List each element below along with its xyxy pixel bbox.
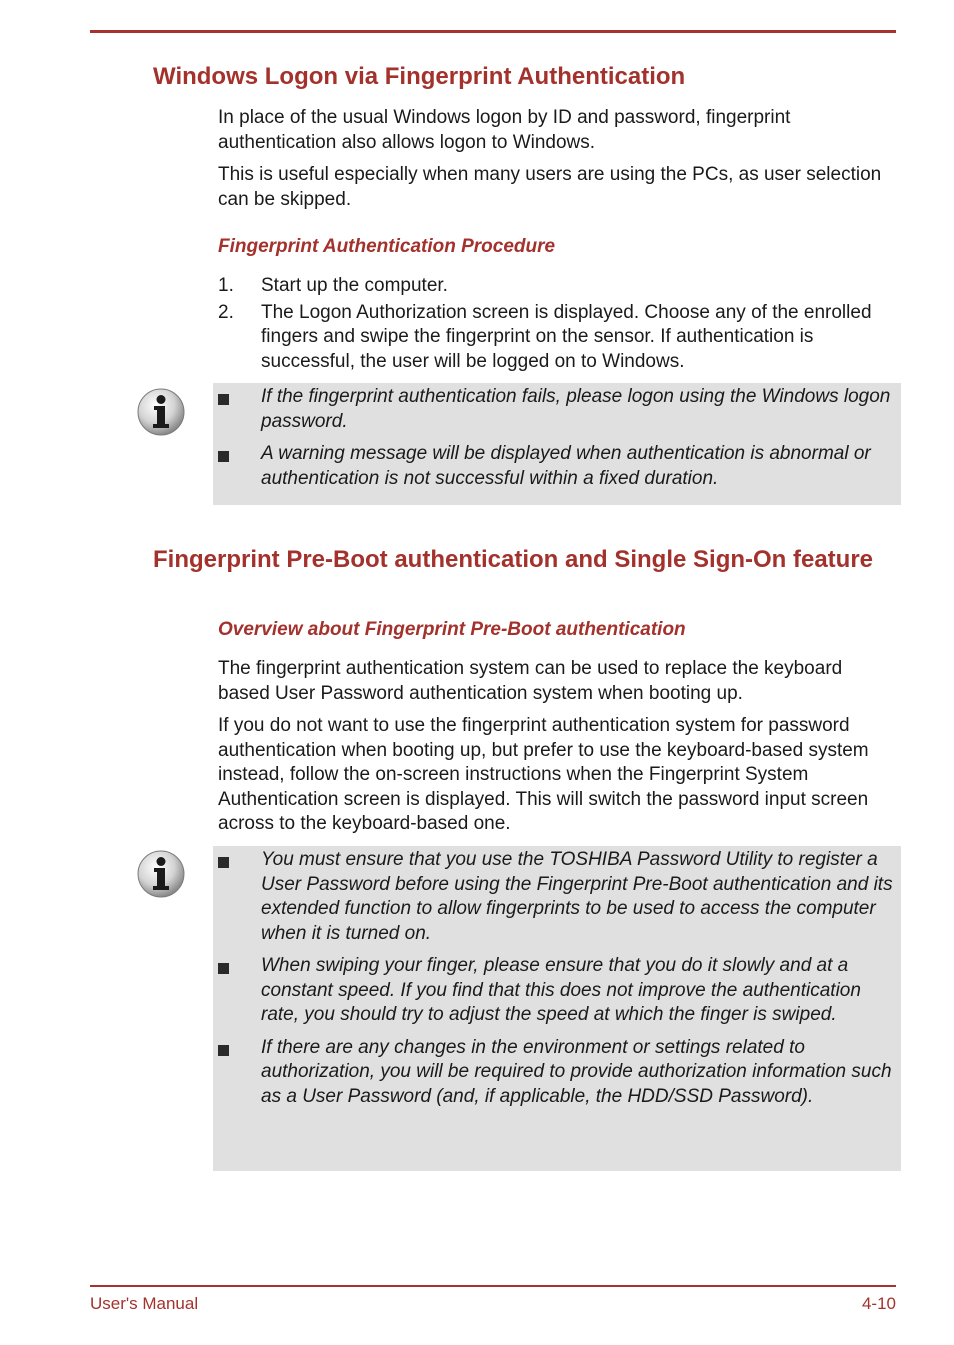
step-text: Start up the computer. <box>261 275 448 296</box>
paragraph: If you do not want to use the fingerprint authentication system for password authentication when booting up, but prefer to use the keyboard-based system instead, follow the on-screen instructions when the Fingerprint System Authentication screen is displayed. This will switch the password input screen across to the keyboard-based one. <box>218 715 869 834</box>
paragraph: In place of the usual Windows logon by ID and password, fingerprint authentication also allows logon to Windows. <box>218 107 791 153</box>
bullet-square-icon <box>218 963 229 974</box>
note-box <box>213 383 901 505</box>
step-text: The Logon Authorization screen is displayed. Choose any of the enrolled fingers and swipe the fingerprint on the sensor. If authentication is successful, the user will be logged on to Windows. <box>261 301 872 372</box>
bullet-square-icon <box>218 394 229 405</box>
note-box <box>213 846 901 1171</box>
note-item <box>213 954 893 1028</box>
info-icon <box>136 387 186 437</box>
section-heading-preboot: Fingerprint Pre-Boot authentication and Single Sign-On feature <box>153 546 874 573</box>
header-rule <box>90 30 896 33</box>
note-text: A warning message will be displayed when authentication is abnormal or authentication is not successful within a fixed duration. <box>261 443 871 489</box>
procedure-steps <box>218 274 898 376</box>
bullet-square-icon <box>218 451 229 462</box>
footer-rule <box>90 1285 896 1287</box>
note-item <box>213 442 893 491</box>
footer-title: User's Manual <box>90 1294 199 1313</box>
note-text: When swiping your finger, please ensure that you do it slowly and at a constant speed. If you find that this does not improve the authentication rate, you should try to adjust the speed at which the finger is swiped. <box>261 955 861 1025</box>
list-item <box>218 301 898 375</box>
step-number: 2. <box>218 301 234 323</box>
list-item <box>218 274 898 299</box>
bullet-square-icon <box>218 1045 229 1056</box>
section-heading-windows-logon: Windows Logon via Fingerprint Authentication <box>153 63 686 90</box>
note-text: If the fingerprint authentication fails, please logon using the Windows logon password. <box>261 386 891 432</box>
bullet-square-icon <box>218 857 229 868</box>
step-number: 1. <box>218 275 234 296</box>
paragraph: This is useful especially when many users are using the PCs, as user selection can be skipped. <box>218 164 882 210</box>
info-icon <box>136 849 186 899</box>
paragraph: The fingerprint authentication system can be used to replace the keyboard based User Password authentication system when booting up. <box>218 658 843 704</box>
note-text: You must ensure that you use the TOSHIBA Password Utility to register a User Password before using the Fingerprint Pre-Boot authentication and its extended function to allow fingerprints to be used to access the computer when it is turned on. <box>261 849 893 944</box>
note-text: If there are any changes in the environment or settings related to authorization, you will be required to provide authorization information such as a User Password (and, if applicable, the HDD/SSD Password). <box>261 1036 892 1107</box>
page-number: 4-10 <box>861 1294 896 1313</box>
subheading-procedure: Fingerprint Authentication Procedure <box>218 236 556 257</box>
note-item <box>213 385 893 434</box>
note-item <box>213 848 893 946</box>
note-item <box>213 1036 893 1110</box>
subheading-overview: Overview about Fingerprint Pre-Boot authentication <box>218 619 686 640</box>
